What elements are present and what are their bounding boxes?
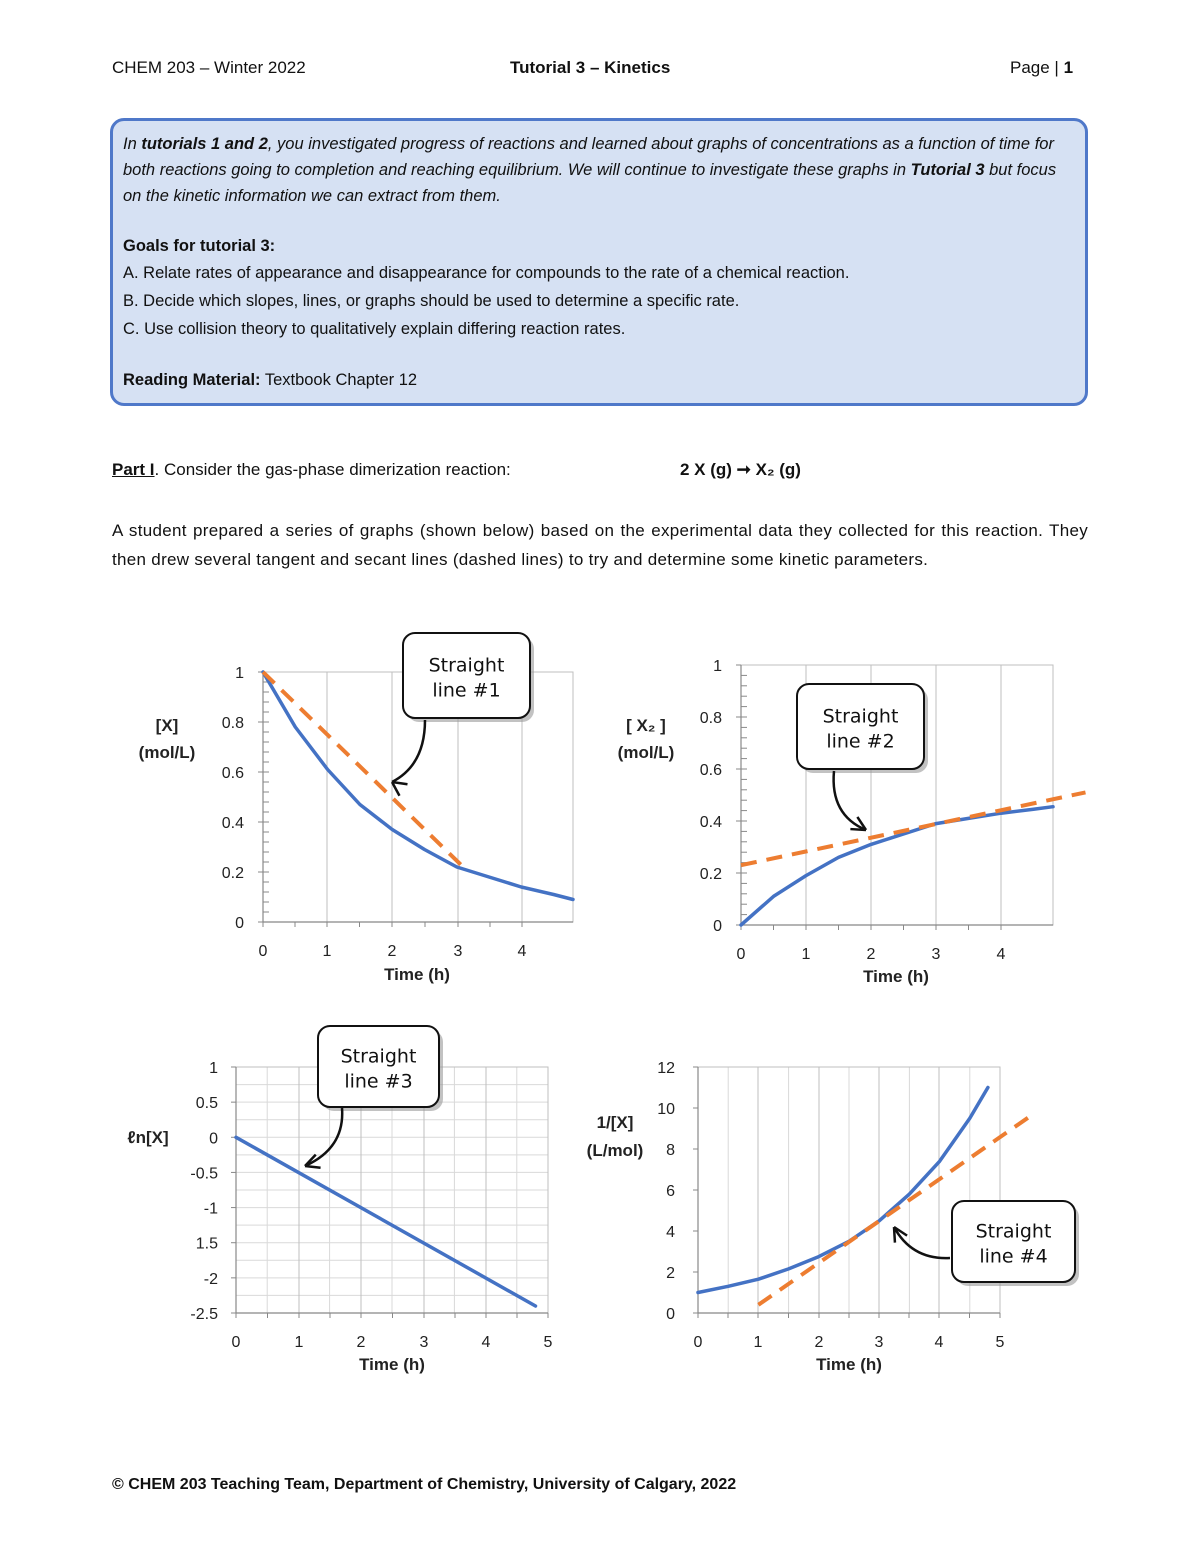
header-course: CHEM 203 – Winter 2022 — [112, 58, 306, 77]
reading-label: Reading Material: — [123, 371, 261, 389]
data-curve — [698, 1088, 988, 1293]
y-tick-label: 0 — [235, 915, 244, 932]
page-number: 1 — [1063, 58, 1074, 77]
chart-3 — [127, 1026, 552, 1374]
y-axis-label: 1/[X] — [596, 1113, 634, 1132]
x-tick-label: 3 — [419, 1334, 429, 1351]
y-tick-label: -1 — [203, 1200, 218, 1218]
y-tick-label: 12 — [657, 1060, 675, 1077]
x-axis-label: Time (h) — [359, 1355, 425, 1374]
x-tick-label: 4 — [934, 1334, 944, 1351]
y-tick-label: 0 — [713, 918, 722, 935]
y-tick-label: 10 — [657, 1101, 675, 1118]
intro-text-3: , you investigated progress of reactions and learned about graphs of concentrations as a function of time for both reactions going to completion and reaching equilibrium. We will continue to investigate these graphs in — [123, 135, 1054, 179]
callout-line2: line #3 — [344, 1070, 413, 1093]
intro-text-2: tutorials 1 and 2 — [141, 135, 268, 153]
x-tick-label: 2 — [356, 1334, 366, 1351]
x-axis-label: Time (h) — [384, 965, 450, 984]
y-tick-label: 0 — [209, 1130, 218, 1148]
x-tick-label: 3 — [453, 943, 463, 960]
callout-line1: Straight — [822, 705, 899, 728]
page-label: Page | — [1010, 58, 1064, 77]
y-tick-label: 0.2 — [699, 866, 722, 883]
y-tick-label: 8 — [666, 1142, 675, 1159]
goal-c: C. Use collision theory to qualitatively explain differing reaction rates. — [123, 320, 626, 338]
y-tick-label: 2 — [666, 1265, 675, 1282]
callout-line2: line #4 — [979, 1245, 1048, 1268]
chart-4 — [587, 1060, 1079, 1374]
footer: © CHEM 203 Teaching Team, Department of Chemistry, University of Calgary, 2022 — [112, 1476, 737, 1493]
x-tick-label: 2 — [387, 943, 397, 960]
x-axis-label: Time (h) — [863, 967, 929, 986]
goals-heading: Goals for tutorial 3: — [123, 237, 276, 255]
dashed-line — [741, 792, 1086, 865]
chart-2 — [618, 658, 1086, 986]
y-tick-label: 0.6 — [221, 765, 244, 782]
callout-line1: Straight — [340, 1045, 417, 1068]
x-tick-label: 4 — [996, 946, 1006, 963]
x-tick-label: 0 — [693, 1334, 703, 1351]
x-tick-label: 4 — [517, 943, 527, 960]
y-tick-label: 0.4 — [699, 814, 722, 831]
x-tick-label: 0 — [736, 946, 746, 963]
x-tick-label: 0 — [231, 1334, 241, 1351]
chart-1 — [139, 633, 573, 984]
intro-text-4: Tutorial 3 — [910, 161, 985, 179]
part1-label: Part I — [112, 460, 155, 479]
x-tick-label: 2 — [866, 946, 876, 963]
y-axis-label: [ X₂ ] — [626, 716, 666, 735]
y-tick-label: -2.5 — [190, 1306, 218, 1323]
intro-text-1: In — [123, 135, 142, 153]
y-tick-label: 0 — [666, 1306, 675, 1323]
part1-text: . Consider the gas-phase dimerization reaction: — [154, 460, 511, 479]
x-tick-label: 3 — [874, 1334, 884, 1351]
x-axis-label: Time (h) — [816, 1355, 882, 1374]
y-tick-label: -0.5 — [190, 1165, 218, 1183]
x-tick-label: 5 — [995, 1334, 1005, 1351]
x-tick-label: 1 — [753, 1334, 763, 1351]
x-tick-label: 1 — [801, 946, 811, 963]
y-axis-label: ℓn[X] — [127, 1128, 169, 1147]
reading-value: Textbook Chapter 12 — [260, 371, 418, 389]
x-tick-label: 1 — [294, 1334, 304, 1351]
y-tick-label: 0.4 — [221, 815, 244, 832]
y-tick-label: 1 — [235, 665, 244, 682]
y-tick-label: 1 — [713, 658, 722, 675]
y-tick-label: 0.8 — [699, 710, 722, 727]
x-tick-label: 2 — [814, 1334, 824, 1351]
x-tick-label: 3 — [931, 946, 941, 963]
y-tick-label: 1 — [209, 1060, 218, 1077]
header-title: Tutorial 3 – Kinetics — [510, 58, 671, 77]
y-tick-label: 0.2 — [221, 865, 244, 882]
y-axis-unit: (mol/L) — [138, 743, 196, 762]
y-tick-label: 0.8 — [221, 715, 244, 732]
y-tick-label: -2 — [203, 1270, 218, 1288]
y-axis-label: [X] — [155, 716, 179, 735]
description-paragraph: A student prepared a series of graphs (shown below) based on the experimental data they collected for this reaction. They then drew several tangent and secant lines (dashed lines) to try and determine some kinetic parameters. — [112, 521, 1088, 569]
reaction-equation: 2 X (g) ➞ X₂ (g) — [680, 460, 801, 479]
callout-arrow — [392, 720, 425, 782]
callout-line2: line #1 — [432, 679, 501, 702]
y-tick-label: 1.5 — [195, 1235, 218, 1253]
y-axis-unit: (mol/L) — [617, 743, 675, 762]
y-tick-label: 0.5 — [195, 1095, 218, 1113]
y-tick-label: 4 — [666, 1224, 675, 1241]
goal-b: B. Decide which slopes, lines, or graphs should be used to determine a specific rate. — [123, 292, 740, 310]
x-tick-label: 4 — [481, 1334, 491, 1351]
callout-line2: line #2 — [826, 730, 895, 753]
data-curve — [236, 1137, 536, 1306]
goal-a: A. Relate rates of appearance and disappearance for compounds to the rate of a chemical reaction. — [123, 264, 850, 282]
y-tick-label: 6 — [666, 1183, 675, 1200]
x-tick-label: 5 — [543, 1334, 553, 1351]
intro-text-5: but focus on the kinetic information we can extract from them. — [123, 161, 1057, 205]
callout-line1: Straight — [975, 1220, 1052, 1243]
x-tick-label: 1 — [322, 943, 332, 960]
y-axis-unit: (L/mol) — [586, 1141, 644, 1160]
y-tick-label: 0.6 — [699, 762, 722, 779]
callout-line1: Straight — [428, 654, 505, 677]
x-tick-label: 0 — [258, 943, 268, 960]
data-curve — [741, 807, 1053, 925]
